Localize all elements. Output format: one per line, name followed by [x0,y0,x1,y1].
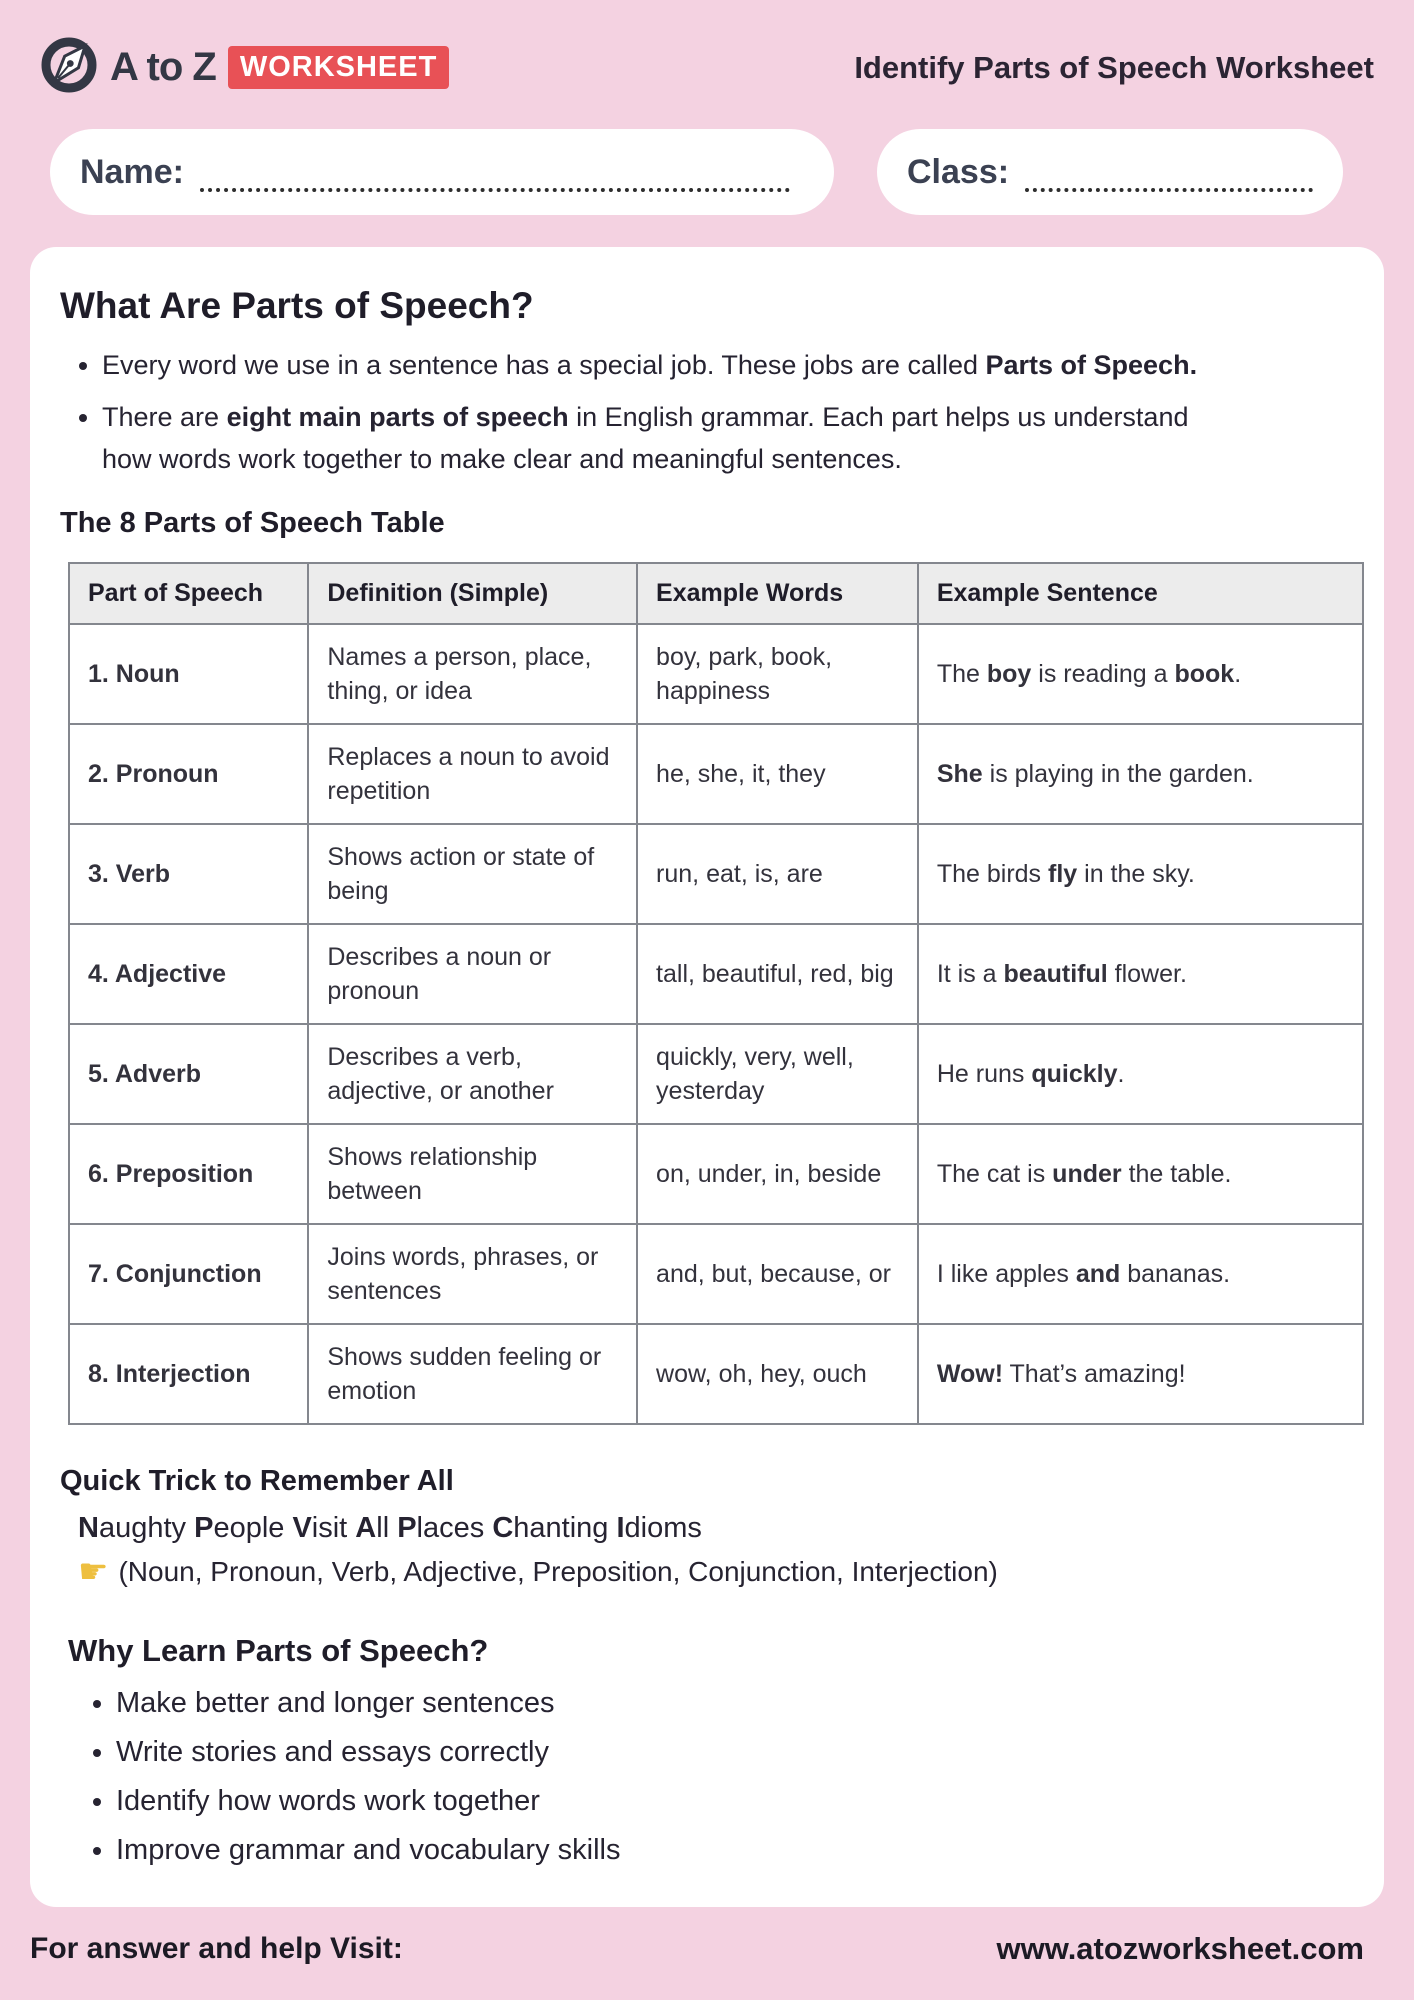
name-label: Name: [80,152,184,191]
cell-sentence: The boy is reading a book. [918,624,1363,724]
cell-definition: Shows action or state of being [308,824,637,924]
mnemonic-expansion-line [78,1552,1356,1591]
table-row [69,624,1363,724]
class-field [877,129,1343,215]
cell-words: he, she, it, they [637,724,918,824]
table-row [69,1324,1363,1424]
cell-words: quickly, very, well, yesterday [637,1024,918,1124]
list-item: • There are eight main parts of speech in English grammar. Each part helps us understand how words work together to make clear and meaningful sentences. [102,397,1198,481]
intro-heading: What Are Parts of Speech? [60,285,534,326]
cell-words: run, eat, is, are [637,824,918,924]
quick-trick-heading: Quick Trick to Remember All [60,1464,454,1497]
name-field [50,129,834,215]
brand-logo [40,36,449,99]
student-info-row [50,129,1343,215]
why-learn-heading: Why Learn Parts of Speech? [68,1632,489,1668]
cell-words: on, under, in, beside [637,1124,918,1224]
table-heading: The 8 Parts of Speech Table [60,506,445,539]
column-header-sentence: Example Sentence [918,563,1363,624]
page-header [0,0,1414,99]
cell-sentence: She is playing in the garden. [918,724,1363,824]
table-row [69,1224,1363,1324]
mnemonic-line: Naughty People Visit All Places Chanting Idioms [78,1511,702,1544]
column-header-part: Part of Speech [69,563,308,624]
list-item: • Every word we use in a sentence has a special job. These jobs are called Parts of Speech. [102,345,1198,387]
cell-part: 2. Pronoun [69,724,308,824]
cell-sentence: The birds fly in the sky. [918,824,1363,924]
why-learn-list [58,1683,1356,1872]
class-label: Class: [907,152,1010,191]
footer-help-text: For answer and help Visit: [30,1932,403,1965]
cell-definition: Joins words, phrases, or sentences [308,1224,637,1324]
cell-part: 4. Adjective [69,924,308,1024]
table-body [69,624,1363,1424]
cell-words: tall, beautiful, red, big [637,924,918,1024]
cell-part: 7. Conjunction [69,1224,308,1324]
column-header-words: Example Words [637,563,918,624]
parts-of-speech-table [68,562,1364,1425]
list-item: • Make better and longer sentences [116,1683,1356,1724]
page-title: Identify Parts of Speech Worksheet [854,49,1374,85]
cell-sentence: The cat is under the table. [918,1124,1363,1224]
mnemonic-expansion: (Noun, Pronoun, Verb, Adjective, Preposition, Conjunction, Interjection) [118,1555,998,1587]
table-row [69,924,1363,1024]
list-item: • Improve grammar and vocabulary skills [116,1830,1356,1871]
cell-definition: Shows sudden feeling or emotion [308,1324,637,1424]
cell-part: 1. Noun [69,624,308,724]
page-footer [0,1907,1414,1967]
cell-words: and, but, because, or [637,1224,918,1324]
table-row [69,824,1363,924]
cell-definition: Names a person, place, thing, or idea [308,624,637,724]
cell-sentence: It is a beautiful flower. [918,924,1363,1024]
cell-part: 6. Preposition [69,1124,308,1224]
cell-definition: Describes a verb, adjective, or another [308,1024,637,1124]
list-item: • Identify how words work together [116,1781,1356,1822]
cell-words: boy, park, book, happiness [637,624,918,724]
intro-bullet-list [58,345,1198,481]
footer-website-link[interactable]: www.atozworksheet.com [996,1931,1364,1966]
cell-part: 8. Interjection [69,1324,308,1424]
name-fill-line[interactable] [200,152,790,192]
brand-badge: WORKSHEET [228,46,450,89]
cell-definition: Describes a noun or pronoun [308,924,637,1024]
cell-sentence: He runs quickly. [918,1024,1363,1124]
cell-part: 3. Verb [69,824,308,924]
pen-nib-icon [40,36,98,99]
brand-name: A to Z [110,45,216,89]
table-row [69,1124,1363,1224]
cell-sentence: Wow! That’s amazing! [918,1324,1363,1424]
worksheet-card [30,247,1384,1907]
column-header-definition: Definition (Simple) [308,563,637,624]
table-row [69,1024,1363,1124]
cell-definition: Replaces a noun to avoid repetition [308,724,637,824]
cell-definition: Shows relationship between [308,1124,637,1224]
class-fill-line[interactable] [1025,152,1313,192]
list-item: • Write stories and essays correctly [116,1732,1356,1773]
cell-part: 5. Adverb [69,1024,308,1124]
cell-sentence: I like apples and bananas. [918,1224,1363,1324]
table-head [69,563,1363,624]
table-row [69,724,1363,824]
cell-words: wow, oh, hey, ouch [637,1324,918,1424]
pointing-right-icon: ☛ [78,1552,109,1591]
